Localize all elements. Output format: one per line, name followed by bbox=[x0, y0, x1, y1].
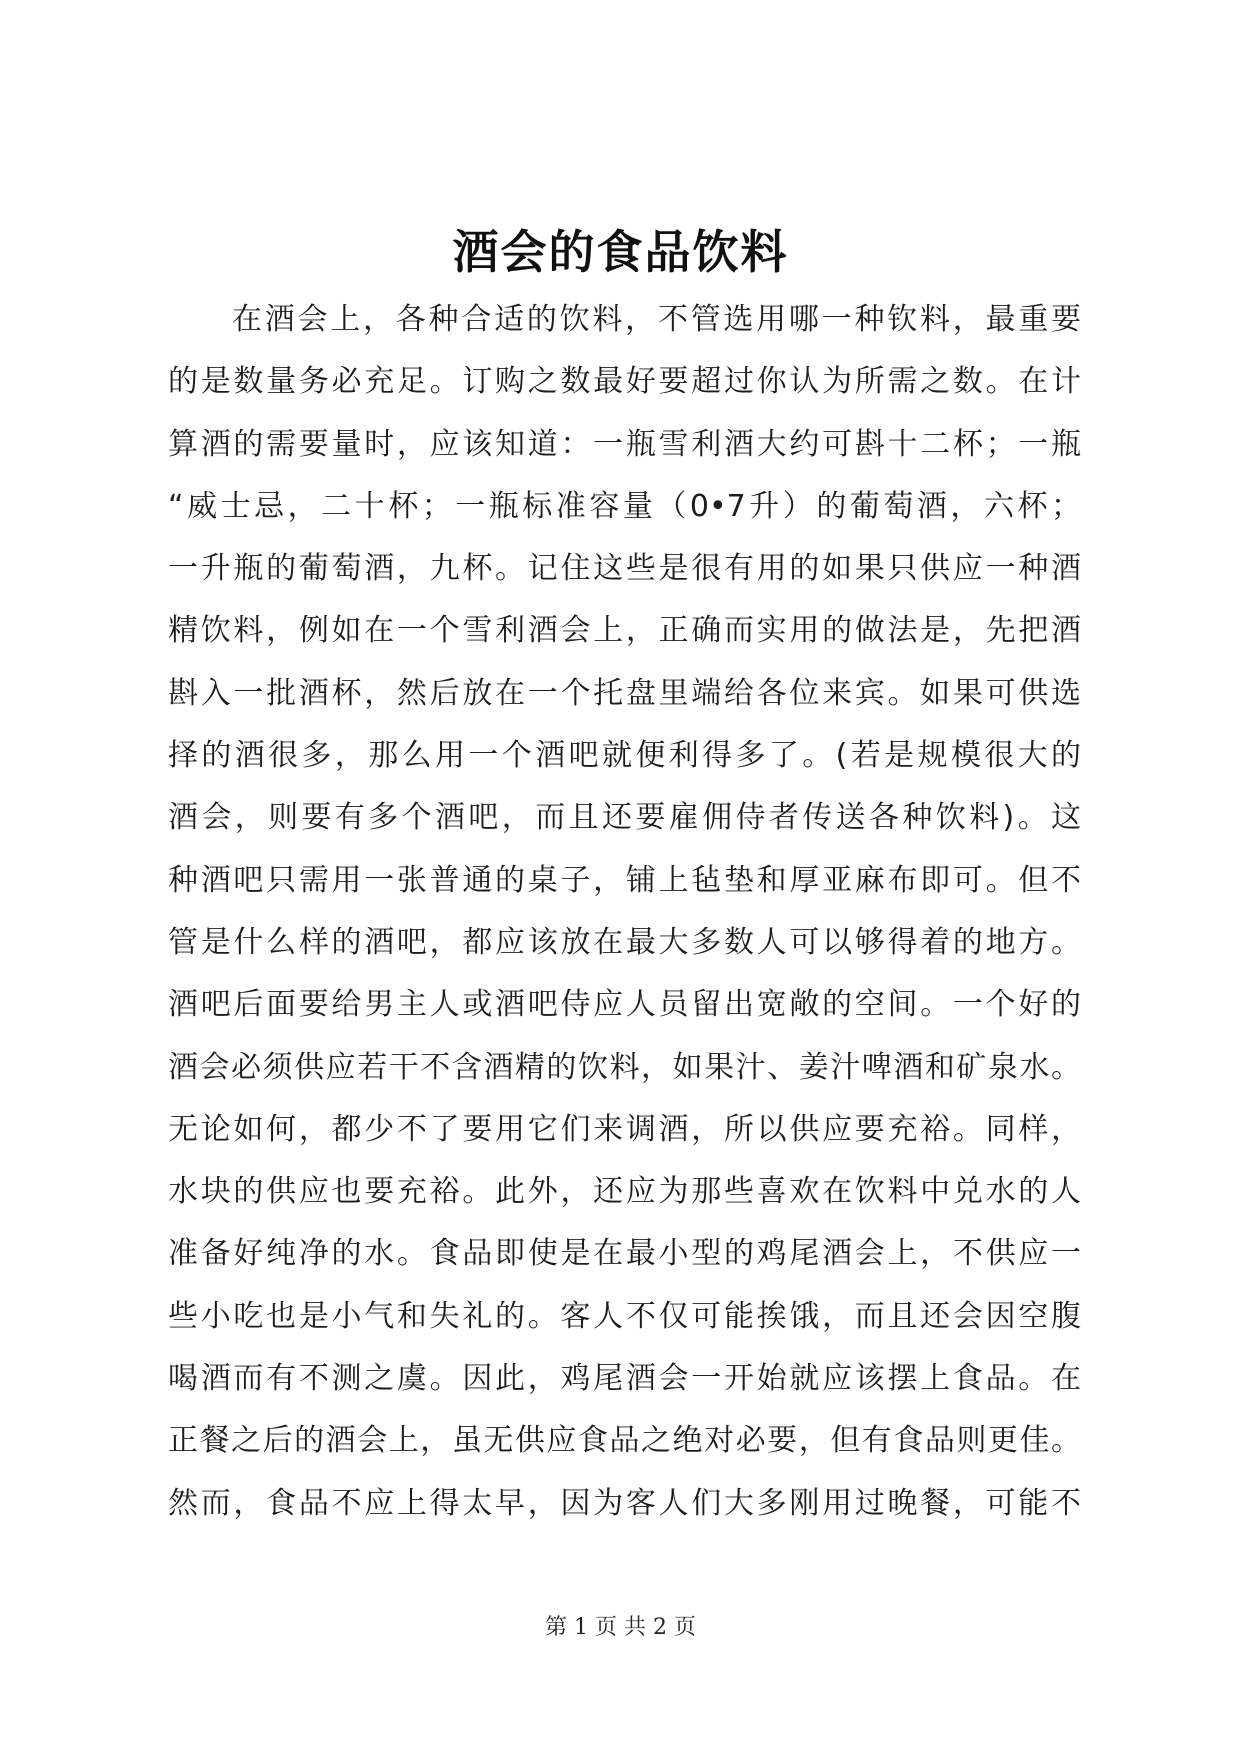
body-line: 水块的供应也要充裕。此外，还应为那些喜欢在饮料中兑水的人 bbox=[168, 1174, 1081, 1210]
body-line: 正餐之后的酒会上，虽无供应食品之绝对必要，但有食品则更佳。 bbox=[168, 1423, 1081, 1459]
document-title: 酒会的食品饮料 bbox=[452, 225, 789, 279]
body-line: 精饮料，例如在一个雪利酒会上，正确而实用的做法是，先把酒 bbox=[168, 613, 1081, 649]
body-line: 斟入一批酒杯，然后放在一个托盘里端给各位来宾。如果可供选 bbox=[168, 675, 1081, 711]
body-line: 管是什么样的酒吧，都应该放在最大多数人可以够得着的地方。 bbox=[168, 924, 1081, 960]
body-line: 的是数量务必充足。订购之数最好要超过你认为所需之数。在计 bbox=[168, 364, 1081, 400]
body-line: 算酒的需要量时，应该知道：一瓶雪利酒大约可斟十二杯；一瓶 bbox=[168, 426, 1081, 462]
body-line: 些小吃也是小气和失礼的。客人不仅可能挨饿，而且还会因空腹 bbox=[168, 1298, 1081, 1334]
body-line: 择的酒很多，那么用一个酒吧就便利得多了。(若是规模很大的 bbox=[168, 738, 1081, 774]
body-line: 一升瓶的葡萄酒，九杯。记住这些是很有用的如果只供应一种酒 bbox=[168, 551, 1081, 587]
body-line: 无论如何，都少不了要用它们来调酒，所以供应要充裕。同样， bbox=[168, 1111, 1081, 1147]
body-line: 然而，食品不应上得太早，因为客人们大多刚用过晚餐，可能不 bbox=[168, 1485, 1081, 1521]
body-line: 在酒会上，各种合适的饮料，不管选用哪一种钦料，最重要 bbox=[232, 302, 1081, 337]
body-line: 种酒吧只需用一张普通的桌子，铺上毡垫和厚亚麻布即可。但不 bbox=[168, 862, 1081, 898]
body-line: 喝酒而有不测之虞。因此，鸡尾酒会一开始就应该摆上食品。在 bbox=[168, 1361, 1081, 1397]
body-line: “威士忌，二十杯；一瓶标准容量（0•7升）的葡萄酒，六杯； bbox=[168, 488, 1081, 524]
document-body bbox=[168, 289, 1081, 1535]
page-number-footer: 第 1 页 共 2 页 bbox=[545, 1615, 696, 1640]
body-line: 酒吧后面要给男主人或酒吧侍应人员留出宽敞的空间。一个好的 bbox=[168, 987, 1081, 1023]
body-line: 酒会必须供应若干不含酒精的饮料，如果汁、姜汁啤酒和矿泉水。 bbox=[168, 1049, 1081, 1085]
body-line: 酒会，则要有多个酒吧，而且还要雇佣侍者传送各种饮料)。这 bbox=[168, 800, 1081, 836]
body-line: 准备好纯净的水。食品即使是在最小型的鸡尾酒会上，不供应一 bbox=[168, 1236, 1081, 1272]
